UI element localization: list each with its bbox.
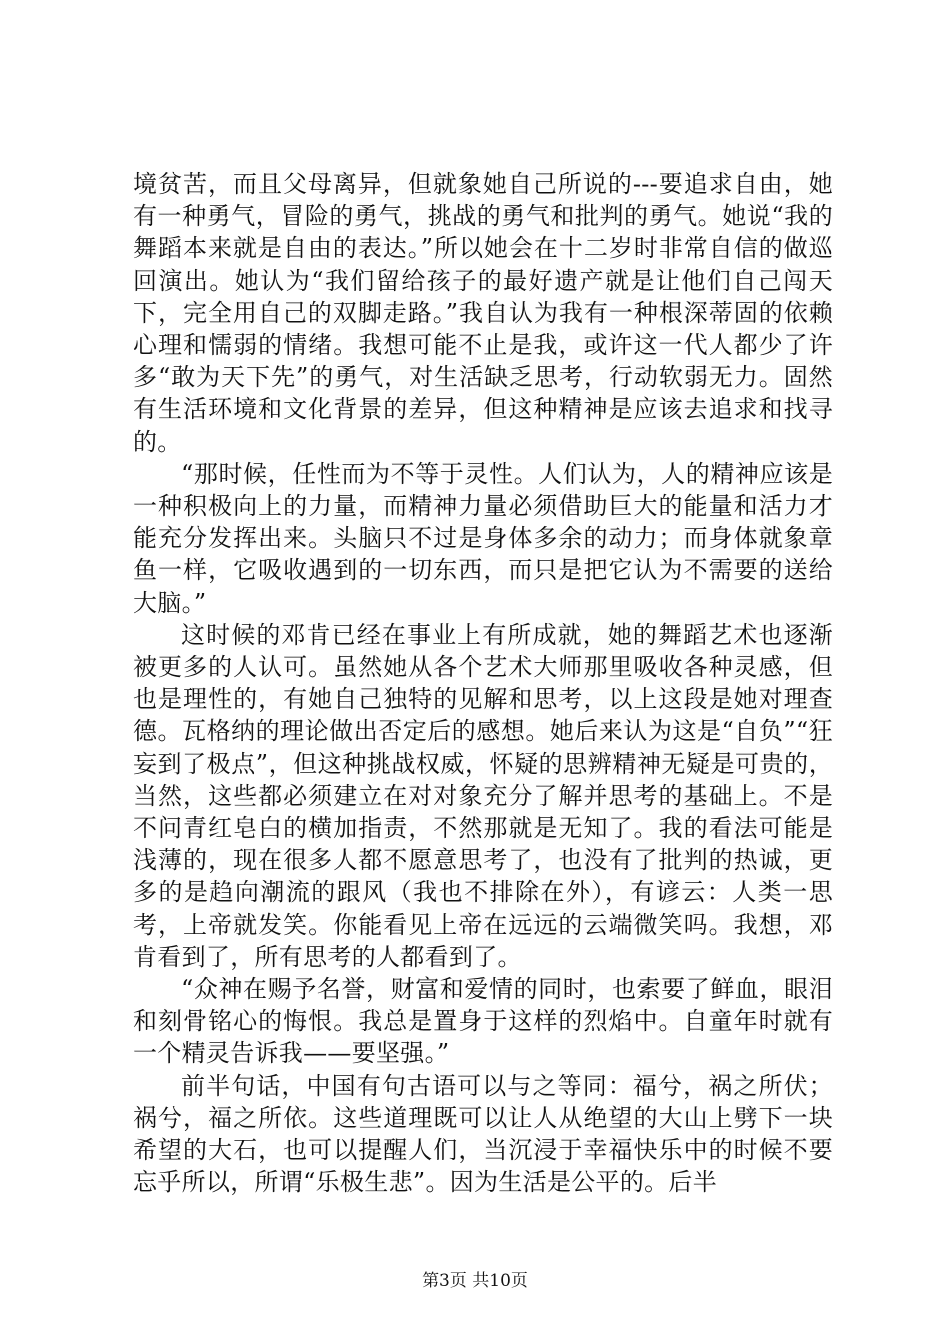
paragraph-3: 这时候的邓肯已经在事业上有所成就，她的舞蹈艺术也逐渐被更多的人认可。虽然她从各个艺术大师那里吸收各种灵感，但也是理性的，有她自己独特的见解和思考，以上这段是她对理查德。瓦格纳的理论做出否定后的感想。她后来认为这是“自负”“狂妄到了极点”，但这种挑战权威，怀疑的思辨精神无疑是可贵的，当然，这些都必须建立在对对象充分了解并思考的基础上。不是不问青红皂白的横加指责，不然那就是无知了。我的看法可能是浅薄的，现在很多人都不愿意思考了，也没有了批判的热诚，更多的是趋向潮流的跟风（我也不排除在外），有谚云：人类一思考，上帝就发笑。你能看见上帝在远远的云端微笑吗。我想，邓肯看到了，所有思考的人都看到了。 [133,620,833,971]
document-body [133,168,833,1199]
paragraph-4: “众神在赐予名誉，财富和爱情的同时，也索要了鲜血，眼泪和刻骨铭心的悔恨。我总是置身于这样的烈焰中。自童年时就有一个精灵告诉我——要坚强。” [133,975,833,1068]
paragraph-5: 前半句话，中国有句古语可以与之等同：福兮，祸之所伏；祸兮，福之所依。这些道理既可以让人从绝望的大山上劈下一块希望的大石，也可以提醒人们，当沉浸于幸福快乐中的时候不要忘乎所以，所谓“乐极生悲”。因为生活是公平的。后半 [133,1071,833,1197]
paragraph-2: “那时候，任性而为不等于灵性。人们认为，人的精神应该是一种积极向上的力量，而精神力量必须借助巨大的能量和活力才能充分发挥出来。头脑只不过是身体多余的动力；而身体就象章鱼一样，它吸收遇到的一切东西，而只是把它认为不需要的送给大脑。” [133,459,833,617]
page-footer [0,1270,950,1292]
paragraph-1: 境贫苦，而且父母离异，但就象她自己所说的---要追求自由，她有一种勇气，冒险的勇气，挑战的勇气和批判的勇气。她说“我的舞蹈本来就是自由的表达。”所以她会在十二岁时非常自信的做巡回演出。她认为“我们留给孩子的最好遗产就是让他们自己闯天下，完全用自己的双脚走路。”我自认为我有一种根深蒂固的依赖心理和懦弱的情绪。我想可能不止是我，或许这一代人都少了许多“敢为天下先”的勇气，对生活缺乏思考，行动软弱无力。固然有生活环境和文化背景的差异，但这种精神是应该去追求和找寻的。 [133,170,833,456]
page-number-label: 第3页 共10页 [422,1271,528,1291]
